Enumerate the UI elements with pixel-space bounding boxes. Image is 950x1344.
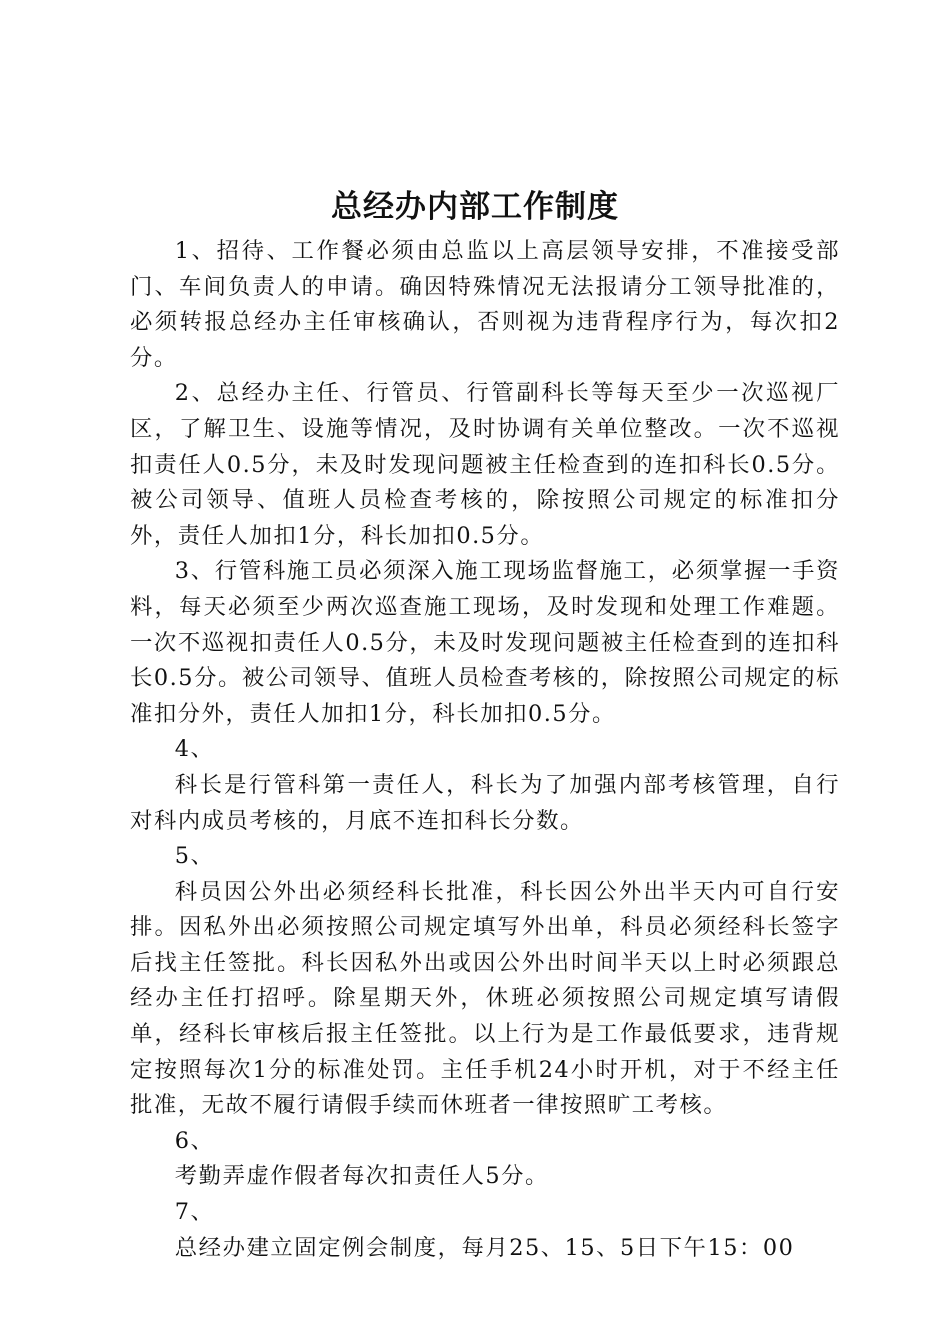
item-number-4: 4、: [174, 736, 215, 763]
document-body: [130, 234, 840, 1266]
item-number-6: 6、: [174, 1127, 215, 1154]
paragraph-1: 1、招待、工作餐必须由总监以上高层领导安排，不准接受部门、车间负责人的申请。确因特殊情况无法报请分工领导批准的，必须转报总经办主任审核确认，否则视为违背程序行为，每次扣2分。: [130, 238, 840, 371]
item-number-7: 7、: [174, 1199, 215, 1226]
paragraph-6: 考勤弄虚作假者每次扣责任人5分。: [174, 1163, 549, 1190]
document-title: 总经办内部工作制度: [331, 189, 619, 225]
paragraph-7: 总经办建立固定例会制度，每月25、15、5日下午15：00: [174, 1234, 795, 1261]
item-number-5: 5、: [174, 843, 215, 870]
paragraph-5: 科员因公外出必须经科长批准，科长因公外出半天内可自行安排。因私外出必须按照公司规定填写外出单，科员必须经科长签字后找主任签批。科长因私外出或因公外出时间半天以上时必须跟总经办主任打招呼。除星期天外，休班必须按照公司规定填写请假单，经科长审核后报主任签批。以上行为是工作最低要求，违背规定按照每次1分的标准处罚。主任手机24小时开机，对于不经主任批准，无故不履行请假手续而休班者一律按照旷工考核。: [130, 878, 840, 1119]
paragraph-4: 科长是行管科第一责任人，科长为了加强内部考核管理，自行对科内成员考核的，月底不连扣科长分数。: [130, 771, 840, 834]
paragraph-2: 2、总经办主任、行管员、行管副科长等每天至少一次巡视厂区，了解卫生、设施等情况，及时协调有关单位整改。一次不巡视扣责任人0.5分，未及时发现问题被主任检查到的连扣科长0.5分。被公司领导、值班人员检查考核的，除按照公司规定的标准扣分外，责任人加扣1分，科长加扣0.5分。: [130, 380, 840, 549]
paragraph-3: 3、行管科施工员必须深入施工现场监督施工，必须掌握一手资料，每天必须至少两次巡查施工现场，及时发现和处理工作难题。一次不巡视扣责任人0.5分，未及时发现问题被主任检查到的连扣科长0.5分。被公司领导、值班人员检查考核的，除按照公司规定的标准扣分外，责任人加扣1分，科长加扣0.5分。: [130, 558, 840, 727]
